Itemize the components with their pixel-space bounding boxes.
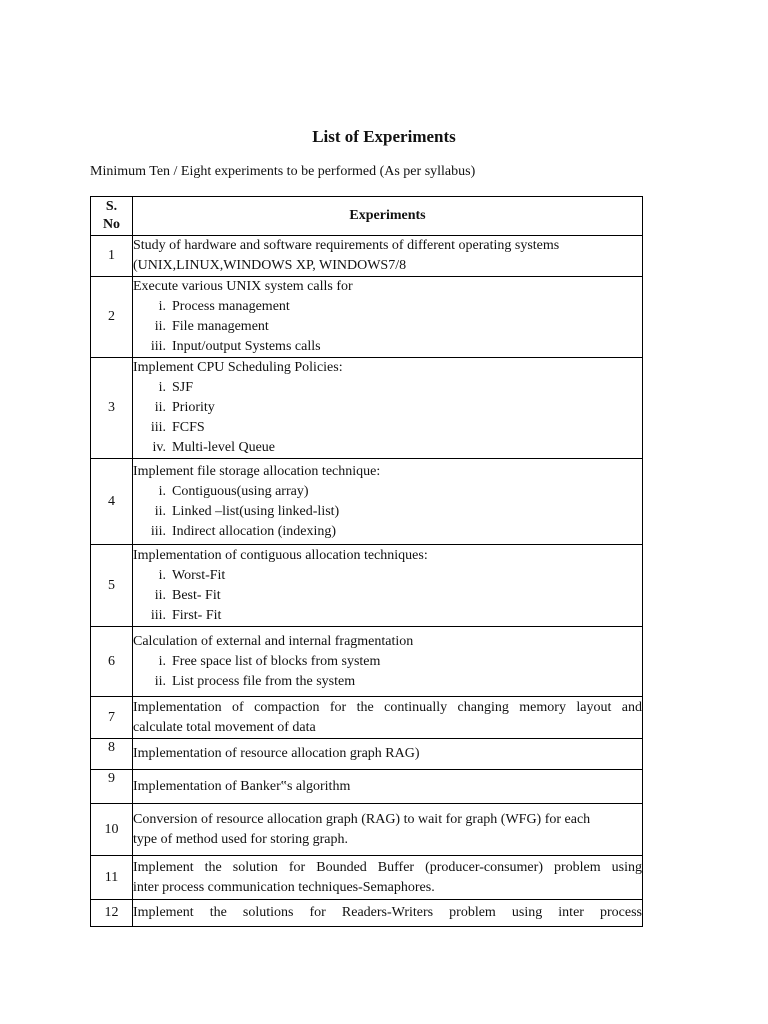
list-item — [133, 418, 642, 438]
row-sno: 4 — [91, 459, 133, 545]
item-text: List process file from the system — [172, 673, 356, 689]
list-item — [133, 398, 642, 418]
row-text-line: Implement the solution for Bounded Buffer (producer-consumer) problem using — [133, 859, 642, 875]
row-experiment — [133, 770, 643, 804]
item-text: Linked –list(using linked-list) — [172, 503, 340, 519]
item-text: Input/output Systems calls — [172, 339, 321, 354]
sno-header — [91, 197, 133, 236]
item-text: First- Fit — [172, 607, 222, 623]
row-sno: 12 — [91, 900, 133, 927]
row-experiment — [133, 236, 643, 277]
table-row — [91, 804, 643, 856]
item-text: Free space list of blocks from system — [172, 653, 381, 669]
table-row — [91, 627, 643, 697]
item-number: i. — [158, 380, 166, 395]
item-number: ii. — [154, 400, 166, 415]
item-number: ii. — [154, 503, 166, 519]
item-number: i. — [158, 483, 166, 499]
item-number: iii. — [150, 420, 166, 435]
item-number: i. — [158, 567, 166, 583]
list-item — [133, 502, 642, 522]
table-row — [91, 739, 643, 770]
row-sno: 6 — [91, 627, 133, 697]
list-item — [133, 297, 642, 317]
table-row — [91, 856, 643, 900]
row-experiment — [133, 804, 643, 856]
sno-header-line2: No — [102, 217, 121, 232]
item-text: FCFS — [172, 420, 205, 435]
item-number: iii. — [150, 607, 166, 623]
list-item — [133, 378, 642, 398]
row-intro: Implementation of contiguous allocation techniques: — [133, 547, 428, 563]
row-sno: 5 — [91, 545, 133, 627]
row-sno: 7 — [91, 697, 133, 739]
row-sno: 3 — [91, 358, 133, 459]
row-text-line: inter process communication techniques-Semaphores. — [133, 879, 435, 895]
row-item-list — [133, 482, 642, 542]
list-item — [133, 438, 642, 458]
item-text: Worst-Fit — [172, 567, 226, 583]
row-sno: 10 — [91, 804, 133, 856]
row-intro: Calculation of external and internal fragmentation — [133, 633, 414, 649]
item-text: Contiguous(using array) — [172, 483, 309, 499]
row-experiment — [133, 545, 643, 627]
table-row — [91, 459, 643, 545]
table-row — [91, 277, 643, 358]
row-intro: Implement file storage allocation technique: — [133, 463, 381, 479]
list-item — [133, 652, 642, 672]
row-experiment — [133, 739, 643, 770]
row-text-line: Implementation of resource allocation graph RAG) — [133, 746, 420, 761]
row-experiment — [133, 856, 643, 900]
table-row — [91, 236, 643, 277]
row-item-list — [133, 297, 642, 357]
table-row — [91, 770, 643, 804]
row-item-list — [133, 566, 642, 626]
row-text-line: type of method used for storing graph. — [133, 831, 349, 847]
list-item — [133, 672, 642, 692]
row-experiment — [133, 627, 643, 697]
row-text-line: Study of hardware and software requirements of different operating systems — [133, 238, 560, 253]
list-item — [133, 566, 642, 586]
row-text-line: Implementation of Banker‟s algorithm — [133, 778, 351, 794]
item-number: i. — [158, 653, 166, 669]
item-text: File management — [172, 319, 269, 334]
item-number: iii. — [150, 523, 166, 539]
row-sno: 11 — [91, 856, 133, 900]
table-row — [91, 545, 643, 627]
item-text: Process management — [172, 299, 290, 314]
sno-header-line1: S. — [105, 199, 118, 214]
table-row — [91, 697, 643, 739]
list-item — [133, 337, 642, 357]
row-experiment — [133, 277, 643, 358]
row-sno: 1 — [91, 236, 133, 277]
table-row — [91, 900, 643, 927]
list-item — [133, 482, 642, 502]
item-number: i. — [158, 299, 166, 314]
row-text-line: Implementation of compaction for the continually changing memory layout and — [133, 699, 642, 715]
list-item — [133, 317, 642, 337]
item-number: iii. — [150, 339, 166, 354]
row-sno: 2 — [91, 277, 133, 358]
table-header-row — [91, 197, 643, 236]
item-number: ii. — [154, 319, 166, 334]
item-text: Best- Fit — [172, 587, 221, 603]
row-experiment — [133, 358, 643, 459]
row-item-list — [133, 652, 642, 692]
page-subtitle: Minimum Ten / Eight experiments to be performed (As per syllabus) — [90, 164, 476, 179]
list-item — [133, 606, 642, 626]
row-sno: 9 — [91, 770, 133, 804]
item-text: Priority — [172, 400, 215, 415]
experiments-header: Experiments — [133, 197, 643, 236]
row-sno: 8 — [91, 739, 133, 770]
list-item — [133, 586, 642, 606]
page-title: List of Experiments — [312, 127, 456, 146]
row-text-line: calculate total movement of data — [133, 719, 316, 735]
item-text: Indirect allocation (indexing) — [172, 523, 337, 539]
experiments-table — [90, 196, 643, 927]
item-text: SJF — [172, 380, 194, 395]
item-number: ii. — [154, 587, 166, 603]
row-intro: Implement CPU Scheduling Policies: — [133, 360, 343, 375]
list-item — [133, 522, 642, 542]
row-experiment — [133, 900, 643, 927]
item-number: iv. — [152, 440, 166, 455]
row-item-list — [133, 378, 642, 458]
row-experiment — [133, 459, 643, 545]
row-intro: Execute various UNIX system calls for — [133, 279, 353, 294]
row-experiment — [133, 697, 643, 739]
item-number: ii. — [154, 673, 166, 689]
row-text-line: Conversion of resource allocation graph (RAG) to wait for graph (WFG) for each — [133, 811, 591, 827]
item-text: Multi-level Queue — [172, 440, 276, 455]
row-text-line: Implement the solutions for Readers-Writers problem using inter process — [133, 905, 642, 920]
row-text-line: (UNIX,LINUX,WINDOWS XP, WINDOWS7/8 — [133, 258, 407, 273]
table-row — [91, 358, 643, 459]
